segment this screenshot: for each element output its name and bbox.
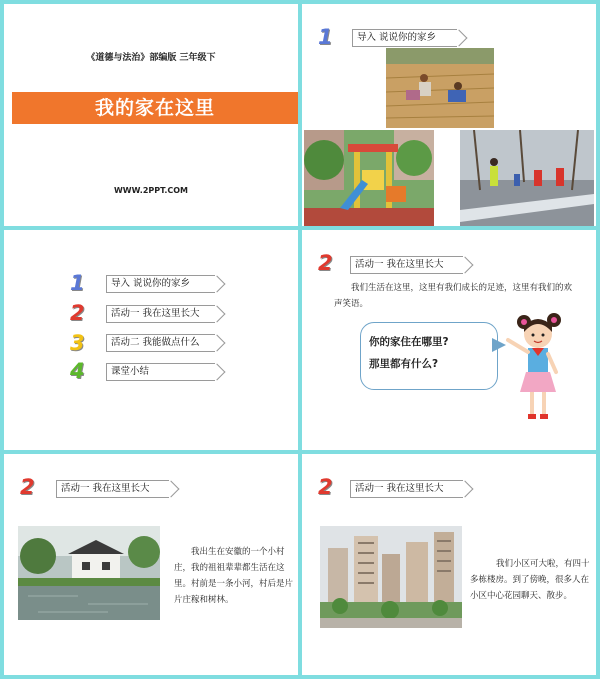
section-tag-label: 活动一 我在这里长大 <box>355 483 444 494</box>
intro-paragraph: 我们生活在这里，这里有我们成长的足迹，这里有我们的欢声笑语。 <box>334 283 573 309</box>
section-tag <box>352 29 457 47</box>
number-badge-1: 1 <box>70 271 85 295</box>
farm-photo <box>386 48 494 128</box>
slide-activity-village[interactable] <box>4 454 298 675</box>
slide-activity-question[interactable] <box>302 230 596 450</box>
city-photo <box>320 526 462 628</box>
speech-bubble <box>360 322 498 390</box>
cover-url: WWW.2PPT.COM <box>113 186 189 195</box>
section-tag-label: 活动一 我在这里长大 <box>355 259 444 270</box>
cover-title: 我的家在这里 <box>94 97 215 119</box>
cover-subtitle: 《道德与法治》部编版 三年级下 <box>86 53 216 63</box>
number-badge-2: 2 <box>318 475 333 499</box>
slide-activity-city[interactable] <box>302 454 596 675</box>
playground-photo <box>304 130 434 226</box>
street-photo <box>460 130 594 226</box>
contents-item-2[interactable] <box>106 305 215 323</box>
title-band <box>12 92 298 124</box>
number-badge-2: 2 <box>70 301 85 325</box>
number-badge-4: 4 <box>70 359 85 383</box>
contents-item-label: 活动二 我能做点什么 <box>111 337 200 348</box>
section-tag-label: 导入 说说你的家乡 <box>357 32 437 43</box>
section-tag <box>350 256 463 274</box>
question-2: 那里都有什么? <box>369 358 439 370</box>
city-paragraph: 我们小区可大啦，有四十多栋楼房。到了傍晚，很多人在小区中心花园聊天、散步。 <box>470 559 590 601</box>
contents-item-3[interactable] <box>106 334 215 352</box>
contents-item-label: 课堂小结 <box>111 366 150 377</box>
number-badge-2: 2 <box>20 475 35 499</box>
contents-item-4[interactable] <box>106 363 215 381</box>
number-badge-3: 3 <box>70 331 85 355</box>
section-tag <box>350 480 463 498</box>
section-tag <box>56 480 169 498</box>
village-paragraph: 我出生在安徽的一个小村庄，我的祖祖辈辈都生活在这里。村前是一条小河，村后是片片庄稼和树林。 <box>174 547 294 605</box>
number-badge-2: 2 <box>318 251 333 275</box>
slide-cover[interactable] <box>4 4 298 226</box>
question-1: 你的家住在哪里? <box>369 336 449 348</box>
section-tag-label: 活动一 我在这里长大 <box>61 483 150 494</box>
slide-intro[interactable] <box>302 4 596 226</box>
girl-illustration <box>502 310 572 428</box>
contents-item-label: 活动一 我在这里长大 <box>111 308 200 319</box>
contents-item-label: 导入 说说你的家乡 <box>111 278 191 289</box>
number-badge-1: 1 <box>318 25 333 49</box>
slide-contents[interactable] <box>4 230 298 450</box>
village-photo <box>18 526 160 620</box>
contents-item-1[interactable] <box>106 275 215 293</box>
